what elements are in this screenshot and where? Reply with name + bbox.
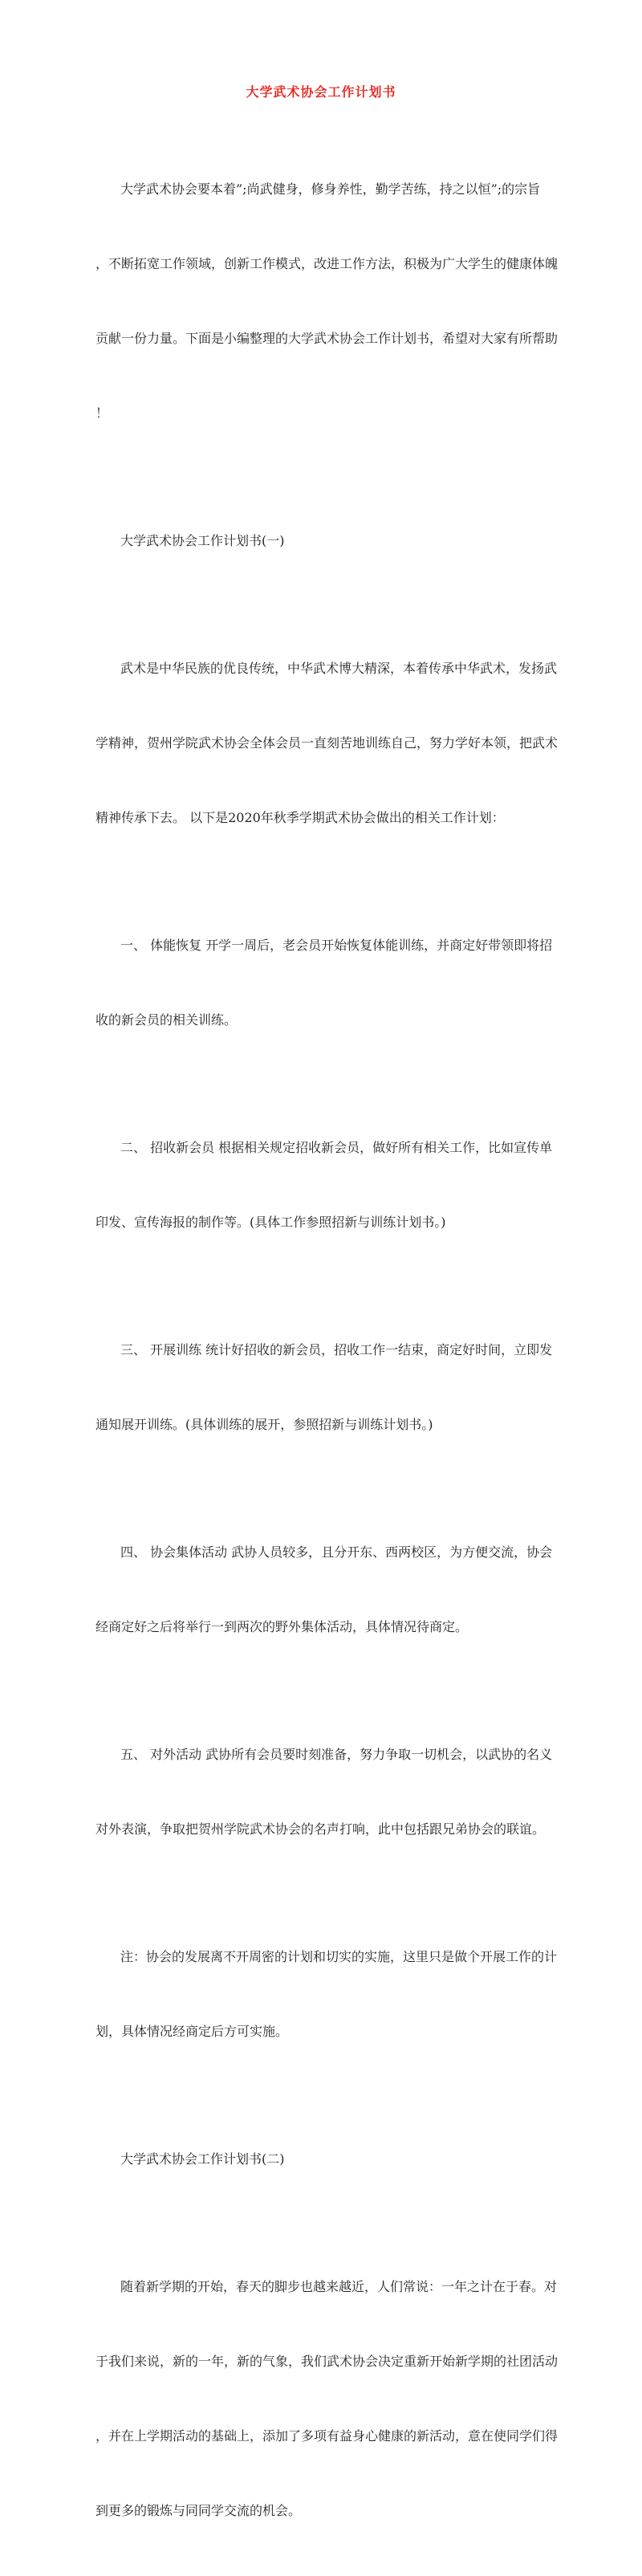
document-body [95, 127, 559, 2576]
text-line: 五、 对外活动 武协所有会员要时刻准备，努力争取一切机会，以武协的名义 [120, 1747, 553, 1762]
text-line: 划，具体情况经商定后方可实施。 [95, 2024, 289, 2039]
text-line: 注：协会的发展离不开周密的计划和切实的实施，这里只是做个开展工作的计 [120, 1949, 558, 1964]
plan-item-4 [95, 1490, 553, 1689]
text-line: 二、 招收新会员 根据相关规定招收新会员，做好所有相关工作，比如宣传单 [120, 1140, 553, 1155]
text-line: 大学武术协会工作计划书(二) [120, 2151, 285, 2167]
note-paragraph [95, 1894, 558, 2094]
text-line: 四、 协会集体活动 武协人员较多，且分开东、西两校区，为方便交流，协会 [120, 1544, 553, 1560]
text-line: 大学武术协会工作计划书(一) [120, 533, 285, 548]
plan-item-5 [95, 1692, 553, 1891]
text-line: 通知展开训练。(具体训练的展开，参照招新与训练计划书。) [95, 1417, 433, 1432]
text-line: 随着新学期的开始，春天的脚步也越来越近，人们常说：一年之计在于春。对 [120, 2279, 558, 2294]
text-line: 印发、宣传海报的制作等。(具体工作参照招新与训练计划书。) [95, 1215, 446, 1230]
paragraph-overview [95, 606, 559, 880]
text-line: 一、 体能恢复 开学一周后，老会员开始恢复体能训练，并商定好带领即将招 [120, 938, 553, 953]
text-line: 收的新会员的相关训练。 [95, 1012, 238, 1028]
text-line: 精神传承下去。 以下是2020年秋季学期武术协会做出的相关工作计划： [95, 810, 505, 825]
text-line: 学精神，贺州学院武术协会全体会员一直刻苦地训练自己，努力学好本领，把武术 [95, 735, 559, 751]
text-line: 对外表演，争取把贺州学院武术协会的名声打响，此中包括跟兄弟协会的联谊。 [95, 1821, 546, 1837]
text-line: 于我们来说，新的一年，新的气象，我们武术协会决定重新开始新学期的社团活动 [95, 2354, 559, 2369]
section-heading-2 [95, 2097, 550, 2221]
section-heading-1 [95, 478, 550, 603]
text-line: ，不断拓宽工作领域，创新工作模式，改进工作方法，积极为广大学生的健康体魄 [95, 256, 559, 271]
text-line: 三、 开展训练 统计好招收的新会员，招收工作一结束，商定好时间，立即发 [120, 1342, 553, 1357]
text-line: ，并在上学期活动的基础上，添加了多项有益身心健康的新活动，意在使同学们得 [95, 2428, 559, 2444]
paragraph-section-2 [95, 2224, 559, 2573]
text-line: 到更多的锻炼与同同学交流的机会。 [95, 2503, 302, 2518]
text-line: 贡献一份力量。下面是小编整理的大学武术协会工作计划书，希望对大家有所帮助 [95, 331, 559, 346]
paragraph-intro [95, 127, 559, 475]
plan-item-1 [95, 883, 553, 1082]
text-line: 大学武术协会要本着”;尚武健身，修身养性，勤学苦练，持之以恒”;的宗旨 [120, 181, 541, 197]
text-line: 武术是中华民族的优良传统，中华武术博大精深，本着传承中华武术，发扬武 [120, 661, 558, 676]
plan-item-2 [95, 1085, 553, 1284]
text-line: 经商定好之后将举行一到两次的野外集体活动，具体情况待商定。 [95, 1619, 469, 1634]
document-title: 大学武术协会工作计划书 [246, 84, 396, 100]
text-line: ！ [95, 405, 109, 421]
plan-item-3 [95, 1288, 553, 1487]
